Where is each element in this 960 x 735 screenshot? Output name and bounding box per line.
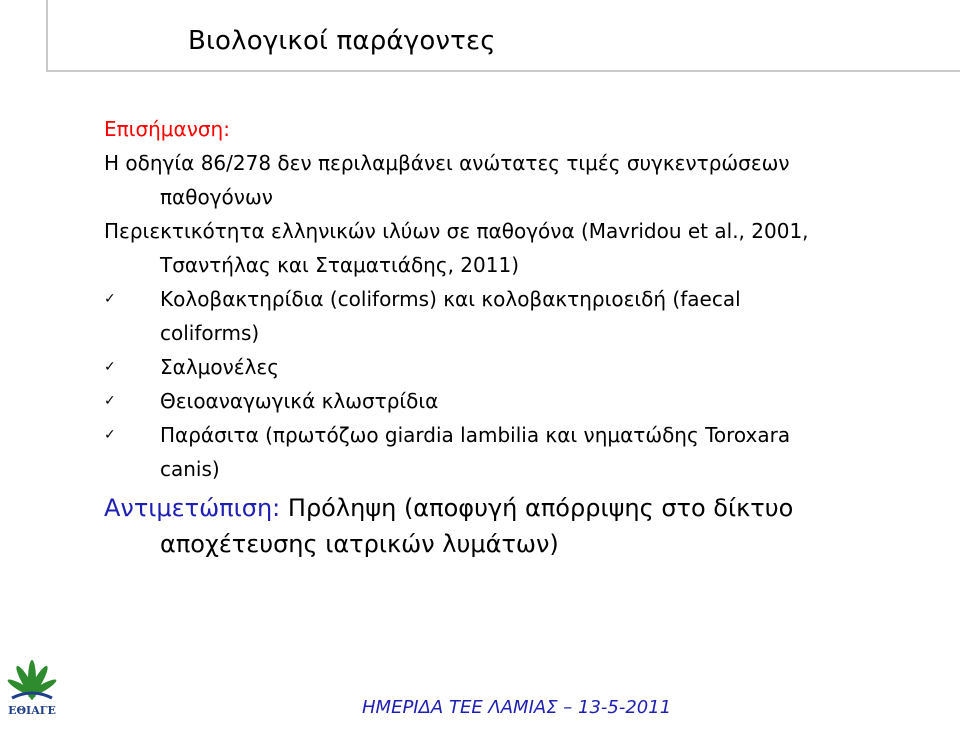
treatment-text: Πρόληψη (αποφυγή απόρριψης στο δίκτυο [280, 494, 794, 522]
list-item-text-cont: coliforms) [160, 321, 260, 345]
list-item-coliforms [104, 282, 934, 350]
list-item-clostridia [104, 384, 934, 418]
title-frame [46, 0, 960, 72]
list-item-text-cont: canis) [160, 457, 220, 481]
checkmark-icon: ✓ [104, 427, 116, 443]
directive-line-1: Η οδηγία 86/278 δεν περιλαμβάνει ανώτατες τιμές συγκεντρώσεων [104, 151, 790, 175]
footer-event: ΗΜΕΡΙΔΑ ΤΕΕ ΛΑΜΙΑΣ – 13-5-2011 [362, 697, 672, 718]
treatment-line-2: αποχέτευσης ιατρικών λυμάτων) [160, 530, 559, 558]
tree-logo-icon [2, 652, 62, 704]
slide-title: Βιολογικοί παράγοντες [188, 26, 496, 56]
ethiage-logo [2, 652, 62, 734]
checkmark-icon: ✓ [104, 393, 116, 409]
directive-line-2: παθογόνων [160, 185, 273, 209]
slide-content [104, 112, 934, 562]
notice-label: Επισήμανση: [104, 117, 230, 141]
checkmark-icon: ✓ [104, 291, 116, 307]
list-item-text: Παράσιτα (πρωτόζωο giardia lambilia και νηματώδης Toroxara [160, 423, 791, 447]
checkmark-icon: ✓ [104, 359, 116, 375]
content-line-2: Τσαντήλας και Σταματιάδης, 2011) [160, 253, 520, 277]
logo-text: ΕΘΙΑΓΕ [8, 704, 56, 717]
treatment-label: Αντιμετώπιση: [104, 494, 281, 522]
list-item-text: Σαλμονέλες [160, 355, 279, 379]
treatment-line-1 [104, 490, 934, 526]
content-line-1: Περιεκτικότητα ελληνικών ιλύων σε παθογόνα (Mavridou et al., 2001, [104, 219, 809, 243]
list-item-parasites [104, 418, 934, 486]
list-item-salmonella [104, 350, 934, 384]
list-item-text: Κολοβακτηρίδια (coliforms) και κολοβακτηριοειδή (faecal [160, 287, 741, 311]
list-item-text: Θειοαναγωγικά κλωστρίδια [160, 389, 439, 413]
